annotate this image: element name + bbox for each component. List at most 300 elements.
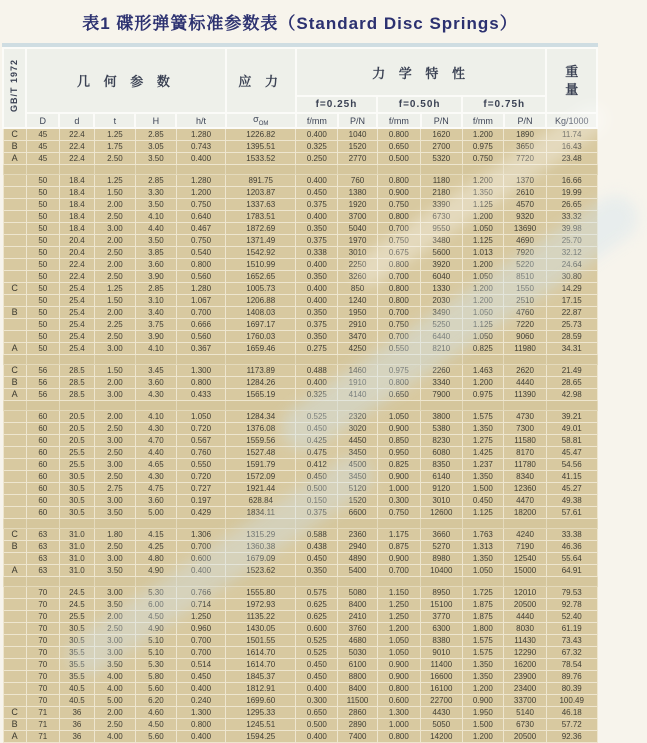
table-cell: 3390 xyxy=(421,199,463,211)
table-cell: 40.5 xyxy=(59,683,94,695)
table-row xyxy=(3,587,597,599)
table-cell: 57.72 xyxy=(546,719,597,731)
separator-cell xyxy=(94,355,135,365)
table-cell: 50 xyxy=(26,247,59,259)
col-header-d: d xyxy=(59,113,94,128)
table-row xyxy=(3,128,597,141)
table-cell: 0.450 xyxy=(296,187,338,199)
table-cell: 3.50 xyxy=(94,599,135,611)
separator-cell xyxy=(59,355,94,365)
table-cell: 22.4 xyxy=(59,259,94,271)
series-cell xyxy=(3,331,26,343)
table-cell: 4.00 xyxy=(94,683,135,695)
table-cell: 58.81 xyxy=(546,435,597,447)
table-row xyxy=(3,199,597,211)
table-cell: 4.90 xyxy=(135,623,176,635)
table-cell: 0.700 xyxy=(176,541,225,553)
table-cell: 0.240 xyxy=(176,695,225,707)
table-cell: 0.525 xyxy=(296,647,338,659)
table-cell: 0.250 xyxy=(296,153,338,165)
table-cell: 0.375 xyxy=(296,199,338,211)
table-cell: 1890 xyxy=(504,128,547,141)
table-cell: 25.4 xyxy=(59,307,94,319)
separator-row xyxy=(3,401,597,411)
table-cell: 2910 xyxy=(338,319,377,331)
table-cell: 35.5 xyxy=(59,647,94,659)
table-cell: 0.650 xyxy=(377,141,420,153)
table-cell: 61.19 xyxy=(546,623,597,635)
separator-cell xyxy=(59,577,94,587)
table-cell: 50 xyxy=(26,271,59,283)
separator-cell xyxy=(504,165,547,175)
table-cell: 1.25 xyxy=(94,283,135,295)
table-cell: 1.350 xyxy=(462,423,504,435)
separator-cell xyxy=(94,519,135,529)
table-cell: 9120 xyxy=(421,483,463,495)
table-cell: 1.350 xyxy=(462,553,504,565)
table-cell: 8400 xyxy=(338,683,377,695)
table-cell: 50 xyxy=(26,331,59,343)
series-cell xyxy=(3,495,26,507)
table-cell: 0.750 xyxy=(377,199,420,211)
table-cell: 1.050 xyxy=(377,647,420,659)
table-cell: 56 xyxy=(26,365,59,377)
table-cell: 4760 xyxy=(504,307,547,319)
table-cell: 0.375 xyxy=(296,507,338,519)
separator-cell xyxy=(226,165,296,175)
separator-cell xyxy=(59,165,94,175)
table-cell: 1520 xyxy=(338,495,377,507)
table-cell: 31.0 xyxy=(59,541,94,553)
table-cell: 0.300 xyxy=(377,495,420,507)
table-cell: 3.50 xyxy=(135,153,176,165)
table-cell: 30.5 xyxy=(59,507,94,519)
table-cell: 49.38 xyxy=(546,495,597,507)
table-cell: 20500 xyxy=(504,731,547,743)
table-cell: 0.400 xyxy=(176,683,225,695)
separator-cell xyxy=(296,165,338,175)
table-cell: 2.00 xyxy=(94,259,135,271)
table-cell: 89.76 xyxy=(546,671,597,683)
col-header-t: t xyxy=(94,113,135,128)
series-cell: A xyxy=(3,153,26,165)
separator-cell xyxy=(296,401,338,411)
table-cell: 67.32 xyxy=(546,647,597,659)
table-cell: 8950 xyxy=(421,587,463,599)
table-cell: 3450 xyxy=(338,447,377,459)
table-cell: 46.36 xyxy=(546,541,597,553)
table-cell: 28.5 xyxy=(59,377,94,389)
table-cell: 0.625 xyxy=(296,611,338,623)
table-cell: 31.0 xyxy=(59,553,94,565)
table-cell: 0.400 xyxy=(296,175,338,187)
table-cell: 1.300 xyxy=(176,707,225,719)
table-row xyxy=(3,389,597,401)
table-row xyxy=(3,565,597,577)
table-cell: 3.60 xyxy=(135,377,176,389)
table-cell: 1.200 xyxy=(462,128,504,141)
table-cell: 1.350 xyxy=(462,187,504,199)
table-cell: 15100 xyxy=(421,599,463,611)
table-cell: 4.75 xyxy=(135,483,176,495)
table-row xyxy=(3,635,597,647)
table-cell: 18.4 xyxy=(59,175,94,187)
table-cell: 1.300 xyxy=(377,707,420,719)
table-cell: 20.5 xyxy=(59,411,94,423)
table-cell: 3010 xyxy=(421,495,463,507)
table-row xyxy=(3,411,597,423)
table-cell: 11580 xyxy=(504,435,547,447)
table-row xyxy=(3,695,597,707)
table-cell: 1527.48 xyxy=(226,447,296,459)
geometry-group-header: 几 何 参 数 xyxy=(26,48,226,113)
series-cell xyxy=(3,295,26,307)
table-cell: 1284.34 xyxy=(226,411,296,423)
table-row xyxy=(3,447,597,459)
table-cell: 36 xyxy=(59,707,94,719)
table-row xyxy=(3,553,597,565)
table-cell: 70 xyxy=(26,659,59,671)
table-cell: 25.5 xyxy=(59,459,94,471)
table-cell: 0.975 xyxy=(377,365,420,377)
table-cell: 33.32 xyxy=(546,211,597,223)
table-cell: 0.750 xyxy=(377,235,420,247)
table-cell: 4140 xyxy=(338,389,377,401)
table-cell: 50 xyxy=(26,343,59,355)
table-cell: 5250 xyxy=(421,319,463,331)
table-cell: 2250 xyxy=(338,259,377,271)
separator-cell xyxy=(59,519,94,529)
table-cell: 14200 xyxy=(421,731,463,743)
table-cell: 0.960 xyxy=(176,623,225,635)
table-cell: 50 xyxy=(26,259,59,271)
table-cell: 0.450 xyxy=(296,659,338,671)
separator-cell xyxy=(26,577,59,587)
table-cell: 3.10 xyxy=(135,295,176,307)
separator-cell xyxy=(546,165,597,175)
table-cell: 3.50 xyxy=(135,235,176,247)
table-cell: 30.5 xyxy=(59,495,94,507)
table-cell: 1040 xyxy=(338,128,377,141)
table-cell: 0.450 xyxy=(296,423,338,435)
table-cell: 25.4 xyxy=(59,331,94,343)
table-cell: 22700 xyxy=(421,695,463,707)
table-cell: 0.525 xyxy=(296,635,338,647)
table-cell: 6.20 xyxy=(135,695,176,707)
separator-cell xyxy=(226,519,296,529)
table-cell: 2.00 xyxy=(94,307,135,319)
table-cell: 18.4 xyxy=(59,211,94,223)
table-cell: 1460 xyxy=(338,365,377,377)
table-cell: 0.325 xyxy=(296,389,338,401)
table-cell: 5.00 xyxy=(135,507,176,519)
table-cell: 11980 xyxy=(504,343,547,355)
table-cell: 7920 xyxy=(504,247,547,259)
table-cell: 3.00 xyxy=(94,389,135,401)
series-cell xyxy=(3,211,26,223)
table-cell: 7190 xyxy=(504,541,547,553)
separator-cell xyxy=(462,577,504,587)
table-cell: 1408.03 xyxy=(226,307,296,319)
table-cell: 1659.46 xyxy=(226,343,296,355)
table-cell: 0.450 xyxy=(462,495,504,507)
table-cell: 4.30 xyxy=(135,389,176,401)
table-cell: 3700 xyxy=(338,211,377,223)
table-cell: 1.200 xyxy=(462,211,504,223)
table-cell: 6730 xyxy=(421,211,463,223)
table-cell: 4470 xyxy=(504,495,547,507)
table-cell: 1565.19 xyxy=(226,389,296,401)
table-cell: 0.800 xyxy=(377,731,420,743)
table-cell: 1.237 xyxy=(462,459,504,471)
table-cell: 1360.38 xyxy=(226,541,296,553)
table-cell: 0.475 xyxy=(296,447,338,459)
table-cell: 100.49 xyxy=(546,695,597,707)
separator-cell xyxy=(462,355,504,365)
table-cell: 0.625 xyxy=(296,599,338,611)
separator-cell xyxy=(421,519,463,529)
series-cell xyxy=(3,411,26,423)
table-cell: 2700 xyxy=(421,141,463,153)
table-cell: 0.450 xyxy=(176,671,225,683)
table-cell: 3.00 xyxy=(94,647,135,659)
table-cell: 1.000 xyxy=(377,719,420,731)
table-cell: 0.600 xyxy=(296,623,338,635)
table-header xyxy=(3,48,597,128)
separator-cell xyxy=(26,355,59,365)
table-row xyxy=(3,211,597,223)
table-cell: 1.250 xyxy=(377,611,420,623)
table-cell: 4.00 xyxy=(94,671,135,683)
table-cell: 4.90 xyxy=(135,565,176,577)
table-cell: 0.750 xyxy=(176,235,225,247)
table-cell: 1.125 xyxy=(462,235,504,247)
table-cell: 5.60 xyxy=(135,731,176,743)
table-cell: 1.25 xyxy=(94,175,135,187)
table-cell: 891.75 xyxy=(226,175,296,187)
table-cell: 0.900 xyxy=(462,695,504,707)
table-row xyxy=(3,153,597,165)
table-cell: 57.61 xyxy=(546,507,597,519)
table-cell: 0.400 xyxy=(296,259,338,271)
series-cell xyxy=(3,423,26,435)
table-cell: 0.375 xyxy=(296,319,338,331)
table-cell: 1697.17 xyxy=(226,319,296,331)
table-cell: 5.10 xyxy=(135,647,176,659)
table-cell: 33700 xyxy=(504,695,547,707)
table-cell: 28.5 xyxy=(59,365,94,377)
table-cell: 1.80 xyxy=(94,529,135,541)
table-row xyxy=(3,223,597,235)
table-cell: 18.4 xyxy=(59,187,94,199)
table-cell: 3.00 xyxy=(94,223,135,235)
table-cell: 0.714 xyxy=(176,599,225,611)
table-cell: 0.750 xyxy=(377,507,420,519)
separator-cell xyxy=(421,401,463,411)
table-row xyxy=(3,541,597,553)
table-cell: 24.5 xyxy=(59,599,94,611)
table-cell: 1.275 xyxy=(462,435,504,447)
table-cell: 15000 xyxy=(504,565,547,577)
table-cell: 63 xyxy=(26,529,59,541)
table-cell: 2.50 xyxy=(94,423,135,435)
table-cell: 22.4 xyxy=(59,271,94,283)
table-cell: 1.300 xyxy=(176,365,225,377)
table-cell: 2890 xyxy=(338,719,377,731)
table-cell: 12290 xyxy=(504,647,547,659)
series-cell xyxy=(3,635,26,647)
table-cell: 1.067 xyxy=(176,295,225,307)
table-cell: 1.25 xyxy=(94,128,135,141)
table-cell: 0.700 xyxy=(377,307,420,319)
table-row xyxy=(3,707,597,719)
table-row xyxy=(3,235,597,247)
table-cell: 0.825 xyxy=(377,459,420,471)
table-cell: 7720 xyxy=(504,153,547,165)
table-cell: 0.850 xyxy=(377,435,420,447)
separator-cell xyxy=(3,401,26,411)
table-cell: 0.338 xyxy=(296,247,338,259)
table-cell: 3.00 xyxy=(94,343,135,355)
table-cell: 1.013 xyxy=(462,247,504,259)
separator-cell xyxy=(338,165,377,175)
table-row xyxy=(3,247,597,259)
table-cell: 0.560 xyxy=(176,331,225,343)
separator-cell xyxy=(421,577,463,587)
table-cell: 50 xyxy=(26,283,59,295)
series-cell xyxy=(3,553,26,565)
table-cell: 3010 xyxy=(338,247,377,259)
table-cell: 16.66 xyxy=(546,175,597,187)
table-cell: 0.950 xyxy=(377,447,420,459)
table-cell: 40.5 xyxy=(59,695,94,707)
table-cell: 0.300 xyxy=(296,695,338,707)
table-cell: 4.70 xyxy=(135,435,176,447)
table-cell: 1523.62 xyxy=(226,565,296,577)
table-cell: 6040 xyxy=(421,271,463,283)
table-cell: 25.73 xyxy=(546,319,597,331)
col-header-p1: P/N xyxy=(338,113,377,128)
table-cell: 0.400 xyxy=(176,731,225,743)
table-row xyxy=(3,483,597,495)
table-cell: 0.450 xyxy=(296,471,338,483)
separator-cell xyxy=(377,165,420,175)
table-cell: 16.43 xyxy=(546,141,597,153)
table-cell: 50 xyxy=(26,199,59,211)
table-cell: 2.50 xyxy=(94,211,135,223)
table-cell: 1550 xyxy=(504,283,547,295)
table-cell: 12540 xyxy=(504,553,547,565)
table-cell: 23.48 xyxy=(546,153,597,165)
separator-cell xyxy=(546,401,597,411)
table-cell: 0.325 xyxy=(296,141,338,153)
table-cell: 23900 xyxy=(504,671,547,683)
series-cell: A xyxy=(3,731,26,743)
table-cell: 1330 xyxy=(421,283,463,295)
table-cell: 5040 xyxy=(338,223,377,235)
table-row xyxy=(3,365,597,377)
table-cell: 8340 xyxy=(504,471,547,483)
table-cell: 70 xyxy=(26,695,59,707)
table-cell: 1.350 xyxy=(462,471,504,483)
separator-cell xyxy=(462,519,504,529)
table-cell: 60 xyxy=(26,459,59,471)
table-cell: 1872.69 xyxy=(226,223,296,235)
table-cell: 4440 xyxy=(504,611,547,623)
table-cell: 1370 xyxy=(504,175,547,187)
table-cell: 4570 xyxy=(504,199,547,211)
table-cell: 20.5 xyxy=(59,423,94,435)
table-cell: 0.425 xyxy=(296,435,338,447)
table-cell: 2260 xyxy=(421,365,463,377)
table-cell: 0.550 xyxy=(176,459,225,471)
table-cell: 5050 xyxy=(421,719,463,731)
table-cell: 5270 xyxy=(421,541,463,553)
table-cell: 0.450 xyxy=(296,553,338,565)
table-row xyxy=(3,295,597,307)
table-cell: 20.4 xyxy=(59,247,94,259)
table-cell: 4.30 xyxy=(135,471,176,483)
table-cell: 0.438 xyxy=(296,541,338,553)
table-cell: 21.49 xyxy=(546,365,597,377)
table-cell: 3.50 xyxy=(94,507,135,519)
table-cell: 20.4 xyxy=(59,235,94,247)
table-cell: 1.875 xyxy=(462,599,504,611)
table-cell: 33.38 xyxy=(546,529,597,541)
table-cell: 25.4 xyxy=(59,283,94,295)
series-cell: B xyxy=(3,377,26,389)
table-cell: 1.200 xyxy=(462,683,504,695)
table-row xyxy=(3,671,597,683)
table-cell: 1.175 xyxy=(377,529,420,541)
table-cell: 3020 xyxy=(338,423,377,435)
table-cell: 12360 xyxy=(504,483,547,495)
table-cell: 63 xyxy=(26,565,59,577)
table-cell: 12600 xyxy=(421,507,463,519)
table-row xyxy=(3,283,597,295)
series-cell xyxy=(3,683,26,695)
table-cell: 0.400 xyxy=(176,153,225,165)
stress-group-header: 应 力 xyxy=(226,48,296,113)
table-cell: 4690 xyxy=(504,235,547,247)
table-cell: 8350 xyxy=(421,459,463,471)
table-cell: 16100 xyxy=(421,683,463,695)
table-cell: 0.350 xyxy=(296,331,338,343)
table-cell: 1.575 xyxy=(462,647,504,659)
table-cell: 0.875 xyxy=(377,541,420,553)
table-cell: 55.64 xyxy=(546,553,597,565)
table-cell: 3.45 xyxy=(135,365,176,377)
table-cell: 0.500 xyxy=(377,153,420,165)
table-cell: 39.21 xyxy=(546,411,597,423)
table-cell: 760 xyxy=(338,175,377,187)
series-cell: A xyxy=(3,389,26,401)
table-cell: 1.125 xyxy=(462,199,504,211)
table-cell: 0.400 xyxy=(296,295,338,307)
table-cell: 24.5 xyxy=(59,587,94,599)
table-cell: 2770 xyxy=(338,153,377,165)
separator-cell xyxy=(296,577,338,587)
table-cell: 0.743 xyxy=(176,141,225,153)
table-cell: 70 xyxy=(26,587,59,599)
separator-cell xyxy=(59,401,94,411)
table-cell: 5140 xyxy=(504,707,547,719)
table-cell: 628.84 xyxy=(226,495,296,507)
table-cell: 4.40 xyxy=(135,223,176,235)
table-cell: 1.280 xyxy=(176,175,225,187)
table-row xyxy=(3,599,597,611)
table-cell: 3.60 xyxy=(135,495,176,507)
